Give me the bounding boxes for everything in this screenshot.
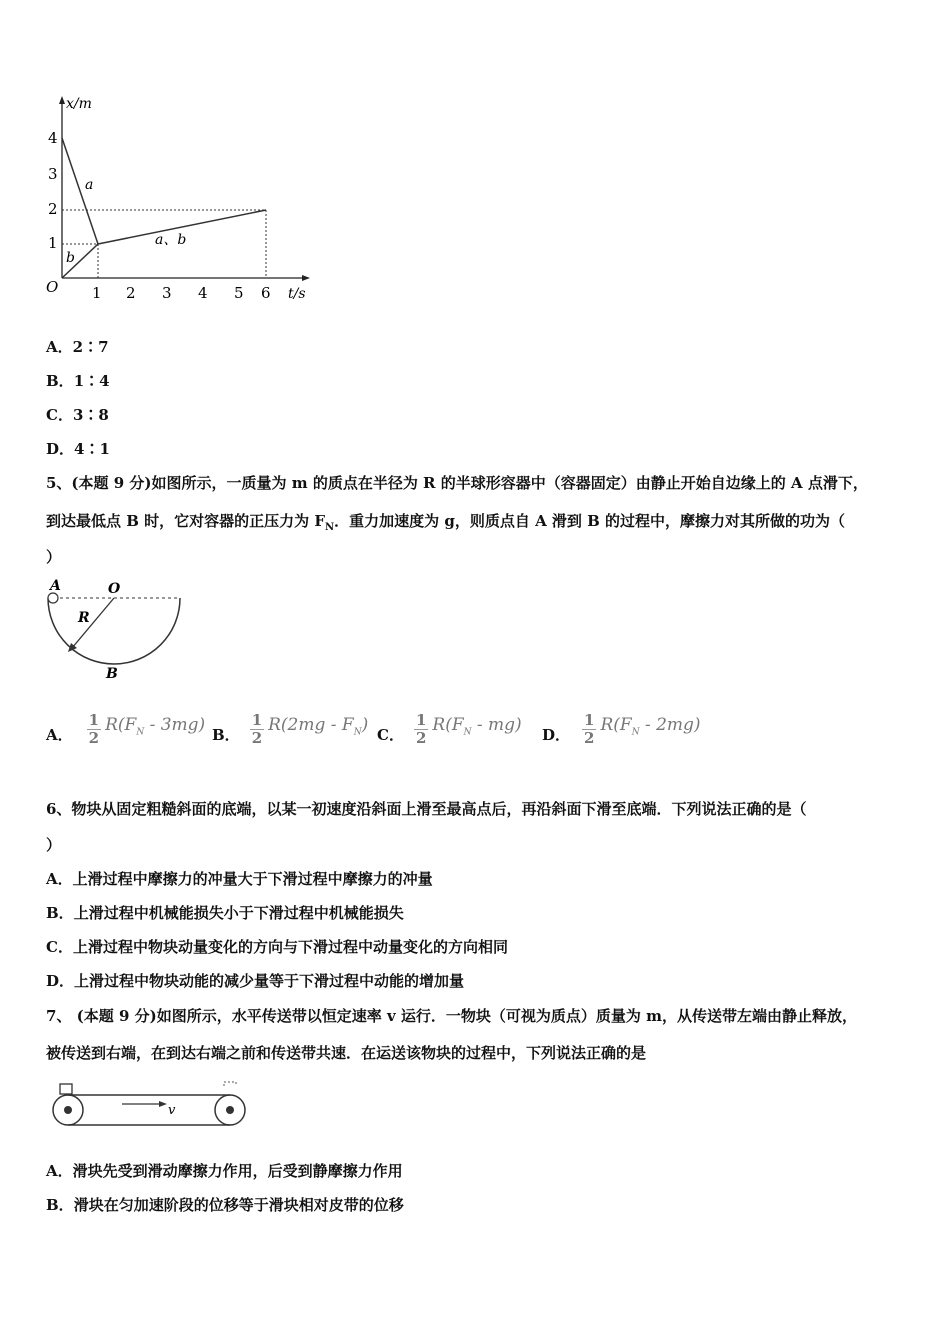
fig-label-a: A xyxy=(50,578,61,594)
q7-option-a: A．滑块先受到滑动摩擦力作用，后受到静摩擦力作用 xyxy=(46,1162,403,1180)
y-tick: 1 xyxy=(48,234,58,252)
q7-option-b: B．滑块在匀加速阶段的位移等于滑块相对皮带的位移 xyxy=(46,1196,404,1214)
q6-option-d: D．上滑过程中物块动能的减少量等于下滑过程中动能的增加量 xyxy=(46,972,465,990)
q5-line-3: ） xyxy=(46,548,62,566)
x-tick: 4 xyxy=(198,284,208,302)
q6-option-a: A．上滑过程中摩擦力的冲量大于下滑过程中摩擦力的冲量 xyxy=(46,870,433,888)
q5-option-c: C． $\frac{1}{2}$ $R(F_N - mg)$ xyxy=(377,711,522,747)
x-tick: 3 xyxy=(162,284,172,302)
q5-line-1: 5、(本题 9 分)如图所示，一质量为 m 的质点在半径为 R 的半球形容器中（容器固定）由静止开始自边缘上的 A 点滑下， xyxy=(46,474,868,492)
q4-option-b: B．1∶4 xyxy=(46,372,110,390)
q4-option-c: C．3∶8 xyxy=(46,406,109,424)
right-pulley-axle xyxy=(226,1106,234,1114)
x-tick: 2 xyxy=(126,284,136,302)
label-b: b xyxy=(66,250,75,266)
x-tick: 5 xyxy=(234,284,244,302)
q6-line-2: ） xyxy=(46,836,62,854)
y-tick: 3 xyxy=(48,165,58,183)
left-pulley-axle xyxy=(64,1106,72,1114)
conveyor-figure xyxy=(46,1078,256,1134)
q6-option-b: B．上滑过程中机械能损失小于下滑过程中机械能损失 xyxy=(46,904,404,922)
y-axis-label: x/m xyxy=(66,96,92,112)
xt-graph xyxy=(40,92,320,307)
q4-option-a: A．2∶7 xyxy=(46,338,109,356)
q5-option-b: B． $\frac{1}{2}$ $R(2mg - F_N)$ xyxy=(212,711,369,747)
q6-line-1: 6、物块从固定粗糙斜面的底端，以某一初速度沿斜面上滑至最高点后，再沿斜面下滑至底端．下列说法正确的是（ xyxy=(46,800,807,818)
x-axis-label: t/s xyxy=(288,286,306,302)
y-axis-arrow xyxy=(59,96,65,104)
origin-label: O xyxy=(46,278,59,296)
label-a: a xyxy=(85,177,94,193)
q7-line-2: 被传送到右端，在到达右端之前和传送带共速．在运送该物块的过程中，下列说法正确的是 xyxy=(46,1044,647,1062)
hemisphere-figure xyxy=(40,576,190,686)
fig-label-o: O xyxy=(108,581,121,597)
velocity-arrow-head xyxy=(159,1101,167,1107)
q5-line-2: 到达最低点 B 时，它对容器的正压力为 $F_N$．重力加速度为 g，则质点自 A 滑到 B 的过程中，摩擦力对其所做的功为（ xyxy=(46,512,846,533)
particle xyxy=(48,593,58,603)
q5-option-a: A． $\frac{1}{2}$ $R(F_N - 3mg)$ xyxy=(46,711,206,747)
block xyxy=(60,1084,72,1094)
hemisphere-arc xyxy=(48,598,180,664)
q7-line-1: 7、 (本题 9 分)如图所示，水平传送带以恒定速率 v 运行．一物块（可视为质点）质量为 m，从传送带左端由静止释放， xyxy=(46,1007,857,1025)
q4-option-d: D．4∶1 xyxy=(46,440,110,458)
x-tick: 1 xyxy=(92,284,102,302)
fig-label-r: R xyxy=(78,610,90,626)
label-ab: a、b xyxy=(155,232,187,248)
x-axis-arrow xyxy=(302,275,310,281)
q5-option-d: D． $\frac{1}{2}$ $R(F_N - 2mg)$ xyxy=(542,711,701,747)
q6-option-c: C．上滑过程中物块动量变化的方向与下滑过程中动量变化的方向相同 xyxy=(46,938,508,956)
y-tick: 4 xyxy=(48,129,58,147)
velocity-label: v xyxy=(168,1103,176,1118)
y-tick: 2 xyxy=(48,200,58,218)
block-outline-right xyxy=(224,1082,236,1086)
x-tick: 6 xyxy=(261,284,271,302)
fig-label-b: B xyxy=(106,666,118,682)
